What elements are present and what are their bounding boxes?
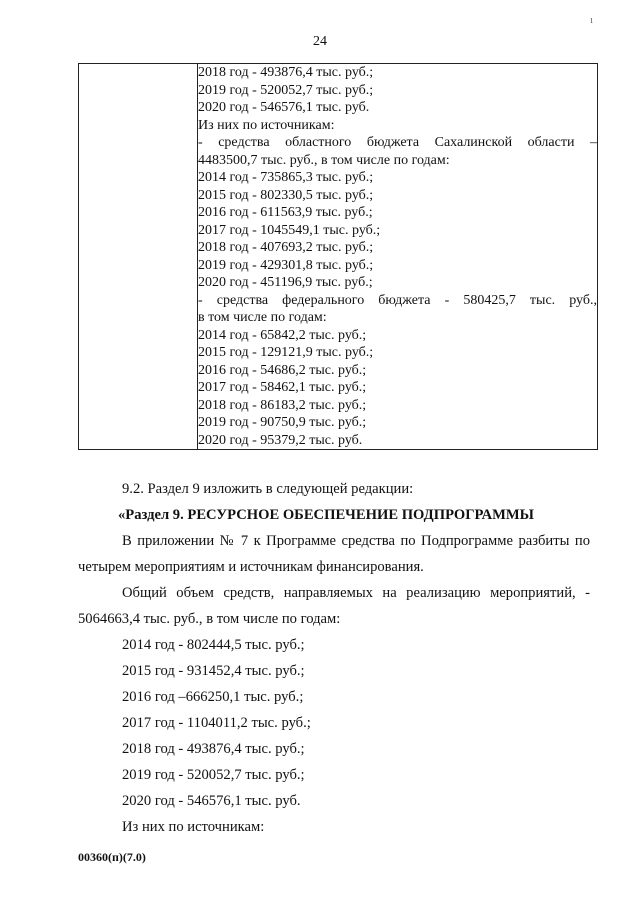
funding-line: 2015 год - 129121,9 тыс. руб.; [198, 345, 374, 360]
year-line: 2016 год –666250,1 тыс. руб.; [122, 689, 304, 705]
funding-line: 2020 год - 95379,2 тыс. руб. [198, 432, 363, 448]
funding-line: 2019 год - 520052,7 тыс. руб.; [198, 82, 374, 98]
paragraph-line: Общий объем средств, направляемых на реализацию мероприятий, - [122, 585, 590, 601]
table-left-cell [79, 64, 198, 450]
funding-line: 2019 год - 429301,8 тыс. руб.; [198, 257, 374, 273]
funding-line: 4483500,7 тыс. руб., в том числе по годам: [198, 152, 450, 168]
funding-line: 2018 год - 493876,4 тыс. руб.; [198, 65, 374, 80]
funding-line: 2020 год - 546576,1 тыс. руб. [198, 100, 370, 115]
funding-line: 2017 год - 58462,1 тыс. руб.; [198, 380, 367, 395]
year-line: 2014 год - 802444,5 тыс. руб.; [122, 637, 305, 653]
funding-line: - средства федерального бюджета - 580425,7 тыс. руб., [198, 292, 597, 308]
funding-line: 2018 год - 86183,2 тыс. руб.; [198, 397, 367, 413]
funding-line: 2019 год - 90750,9 тыс. руб.; [198, 415, 367, 430]
funding-line: 2020 год - 451196,9 тыс. руб.; [198, 275, 373, 290]
table-row [79, 64, 598, 450]
funding-line: 2018 год - 407693,2 тыс. руб.; [198, 240, 374, 255]
item-9-2: 9.2. Раздел 9 изложить в следующей редакции: [122, 481, 414, 497]
document-body [78, 476, 590, 840]
funding-line: 2016 год - 54686,2 тыс. руб.; [198, 362, 367, 378]
year-line: 2015 год - 931452,4 тыс. руб.; [122, 663, 305, 679]
year-line: 2020 год - 546576,1 тыс. руб. [122, 793, 301, 809]
resources-table [78, 63, 598, 450]
section-heading: «Раздел 9. РЕСУРСНОЕ ОБЕСПЕЧЕНИЕ ПОДПРОГРАММЫ [118, 507, 535, 523]
table-right-cell [198, 64, 598, 450]
funding-line: 2014 год - 735865,3 тыс. руб.; [198, 170, 374, 185]
funding-line: 2016 год - 611563,9 тыс. руб.; [198, 205, 373, 220]
year-line: 2019 год - 520052,7 тыс. руб.; [122, 767, 305, 783]
paragraph-line: 5064663,4 тыс. руб., в том числе по годам: [78, 611, 341, 627]
year-line: 2017 год - 1104011,2 тыс. руб.; [122, 715, 311, 731]
funding-line: - средства областного бюджета Сахалинской области – [198, 135, 597, 150]
page-number: 24 [313, 34, 327, 49]
scan-mark: ı [590, 14, 594, 26]
paragraph-line: четырем мероприятиям и источникам финансирования. [78, 559, 424, 575]
sources-heading: Из них по источникам: [122, 819, 265, 835]
funding-line: в том числе по годам: [198, 310, 327, 325]
funding-line: 2015 год - 802330,5 тыс. руб.; [198, 187, 374, 203]
paragraph-line: В приложении № 7 к Программе средства по Подпрограмме разбиты по [122, 533, 590, 549]
funding-line: Из них по источникам: [198, 117, 335, 133]
document-code: 00360(п)(7.0) [78, 850, 146, 864]
funding-line: 2014 год - 65842,2 тыс. руб.; [198, 327, 367, 343]
year-line: 2018 год - 493876,4 тыс. руб.; [122, 741, 305, 757]
funding-line: 2017 год - 1045549,1 тыс. руб.; [198, 222, 381, 238]
